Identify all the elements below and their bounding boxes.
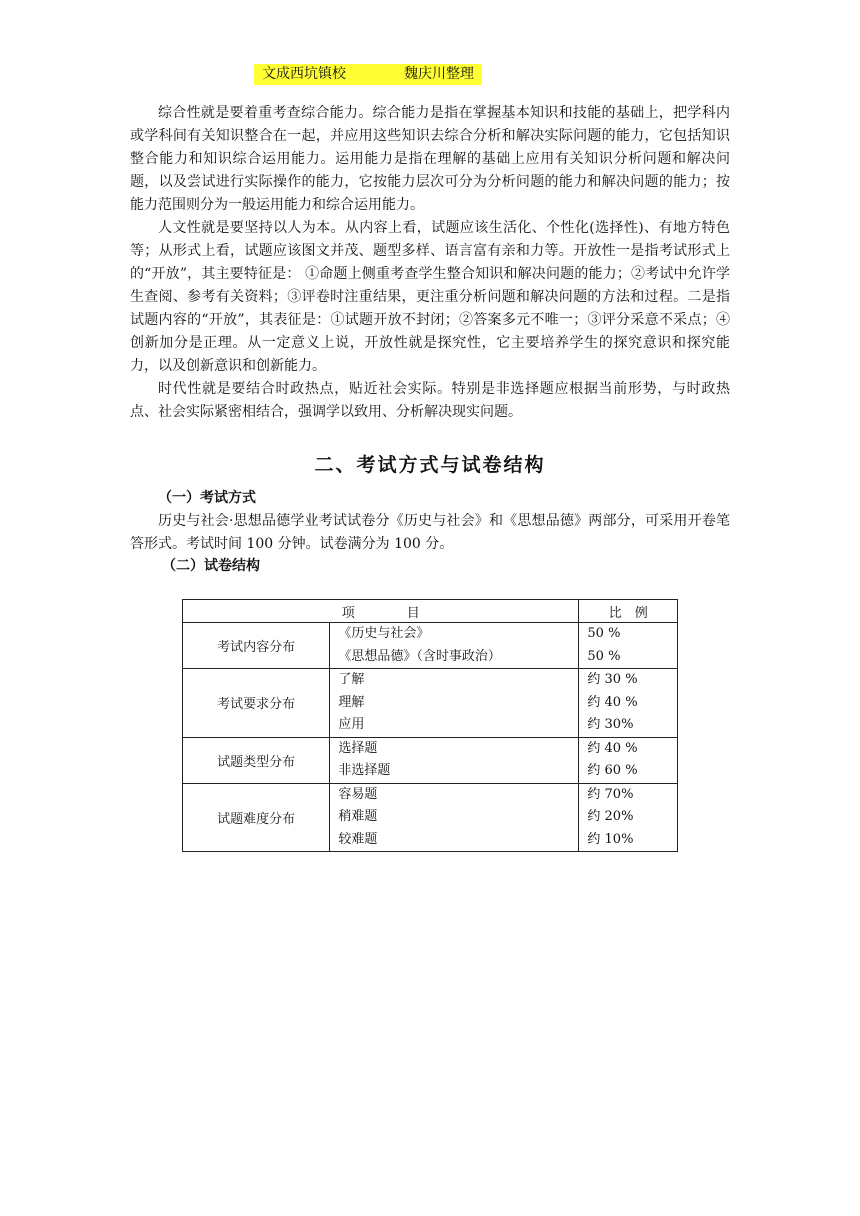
- ratio-line: 50 %: [587, 648, 621, 664]
- exam-method-text: 历史与社会·思想品德学业考试试卷分《历史与社会》和《思想品德》两部分，可采用开卷笔答形式。考试时间 100 分钟。试卷满分为 100 分。: [130, 513, 730, 552]
- paragraph-comprehensive: 综合性就是要着重考查综合能力。综合能力是指在掌握基本知识和技能的基础上，把学科内或学科间有关知识整合在一起，并应用这些知识去综合分析和解决实际问题的能力，它包括知识整合能力和知识综合运用能力。运用能力是指在理解的基础上应用有关知识分析问题和解决问题，以及尝试进行实际操作的能力，它按能力层次可分为分析问题的能力和解决问题的能力；按能力范围则分为一般运用能力和综合运用能力。: [130, 105, 730, 213]
- item-line: 应用: [338, 717, 365, 732]
- ratios-cell: [579, 783, 678, 852]
- paper-structure-heading: （二）试卷结构: [162, 558, 260, 574]
- paragraph-timeliness: 时代性就是要结合时政热点，贴近社会实际。特别是非选择题应根据当前形势，与时政热点、社会实际紧密相结合，强调学以致用、分析解决现实问题。: [130, 381, 730, 420]
- table-row: [183, 783, 678, 852]
- ratios-cell: [579, 623, 678, 669]
- paragraph-humanistic: 人文性就是要坚持以人为本。从内容上看，试题应该生活化、个性化(选择性)、有地方特色等；从形式上看，试题应该图文并茂、题型多样、语言富有亲和力等。开放性一是指考试形式上的“开放”，其主要特征是： ①命题上侧重考查学生整合知识和解决问题的能力；②考试中允许学生查阅、参考有关资料；③评卷时注重结果，更注重分析问题和解决问题的方法和过程。二是指试题内容的“开放”，其表征是：①试题开放不封闭；②答案多元不唯一；③评分采意不采点；④创新加分是正理。从一定意义上说，开放性就是探究性，它主要培养学生的探究意识和探究能力，以及创新意识和创新能力。: [130, 220, 730, 374]
- ratio-line: 约 70%: [587, 786, 634, 802]
- category-cell: 考试内容分布: [183, 623, 330, 669]
- ratio-line: 50 %: [587, 626, 621, 641]
- body-paragraphs: [130, 102, 730, 424]
- ratio-line: 约 30 %: [587, 672, 638, 687]
- ratios-cell: [579, 669, 678, 738]
- item-line: 非选择题: [338, 763, 391, 778]
- ratio-line: 约 40 %: [587, 740, 638, 756]
- ratio-line: 约 30%: [587, 717, 634, 732]
- table-row: [183, 737, 678, 783]
- ratio-line: 约 20%: [587, 809, 634, 824]
- category-cell: 考试要求分布: [183, 669, 330, 738]
- table-row: [183, 623, 678, 669]
- table-header-item: 项 目: [183, 600, 579, 623]
- category-cell: 试题难度分布: [183, 783, 330, 852]
- items-cell: [330, 737, 579, 783]
- item-line: 《思想品德》（含时事政治）: [338, 648, 501, 664]
- exam-method-heading: （一）考试方式: [158, 490, 256, 506]
- ratio-line: 约 40 %: [587, 694, 638, 710]
- ratio-line: 约 60 %: [587, 763, 638, 778]
- ratios-cell: [579, 737, 678, 783]
- table-header-row: [183, 600, 678, 623]
- item-line: 了解: [338, 672, 365, 687]
- header-highlight: [254, 64, 482, 85]
- items-cell: [330, 783, 579, 852]
- item-line: 选择题: [338, 740, 378, 756]
- category-cell: 试题类型分布: [183, 737, 330, 783]
- header-school: 文成西坑镇校: [262, 66, 346, 82]
- item-line: 《历史与社会》: [338, 626, 430, 641]
- items-cell: [330, 669, 579, 738]
- paper-structure-table: [182, 599, 678, 852]
- table-header-ratio: 比 例: [579, 600, 678, 623]
- exam-method-block: [130, 510, 730, 556]
- table-row: [183, 669, 678, 738]
- items-cell: [330, 623, 579, 669]
- item-line: 容易题: [338, 786, 378, 802]
- header-author: 魏庆川整理: [404, 66, 474, 82]
- item-line: 理解: [338, 694, 365, 710]
- section-title: 二、考试方式与试卷结构: [314, 454, 546, 476]
- item-line: 较难题: [338, 831, 378, 847]
- ratio-line: 约 10%: [587, 831, 634, 847]
- item-line: 稍难题: [338, 809, 378, 824]
